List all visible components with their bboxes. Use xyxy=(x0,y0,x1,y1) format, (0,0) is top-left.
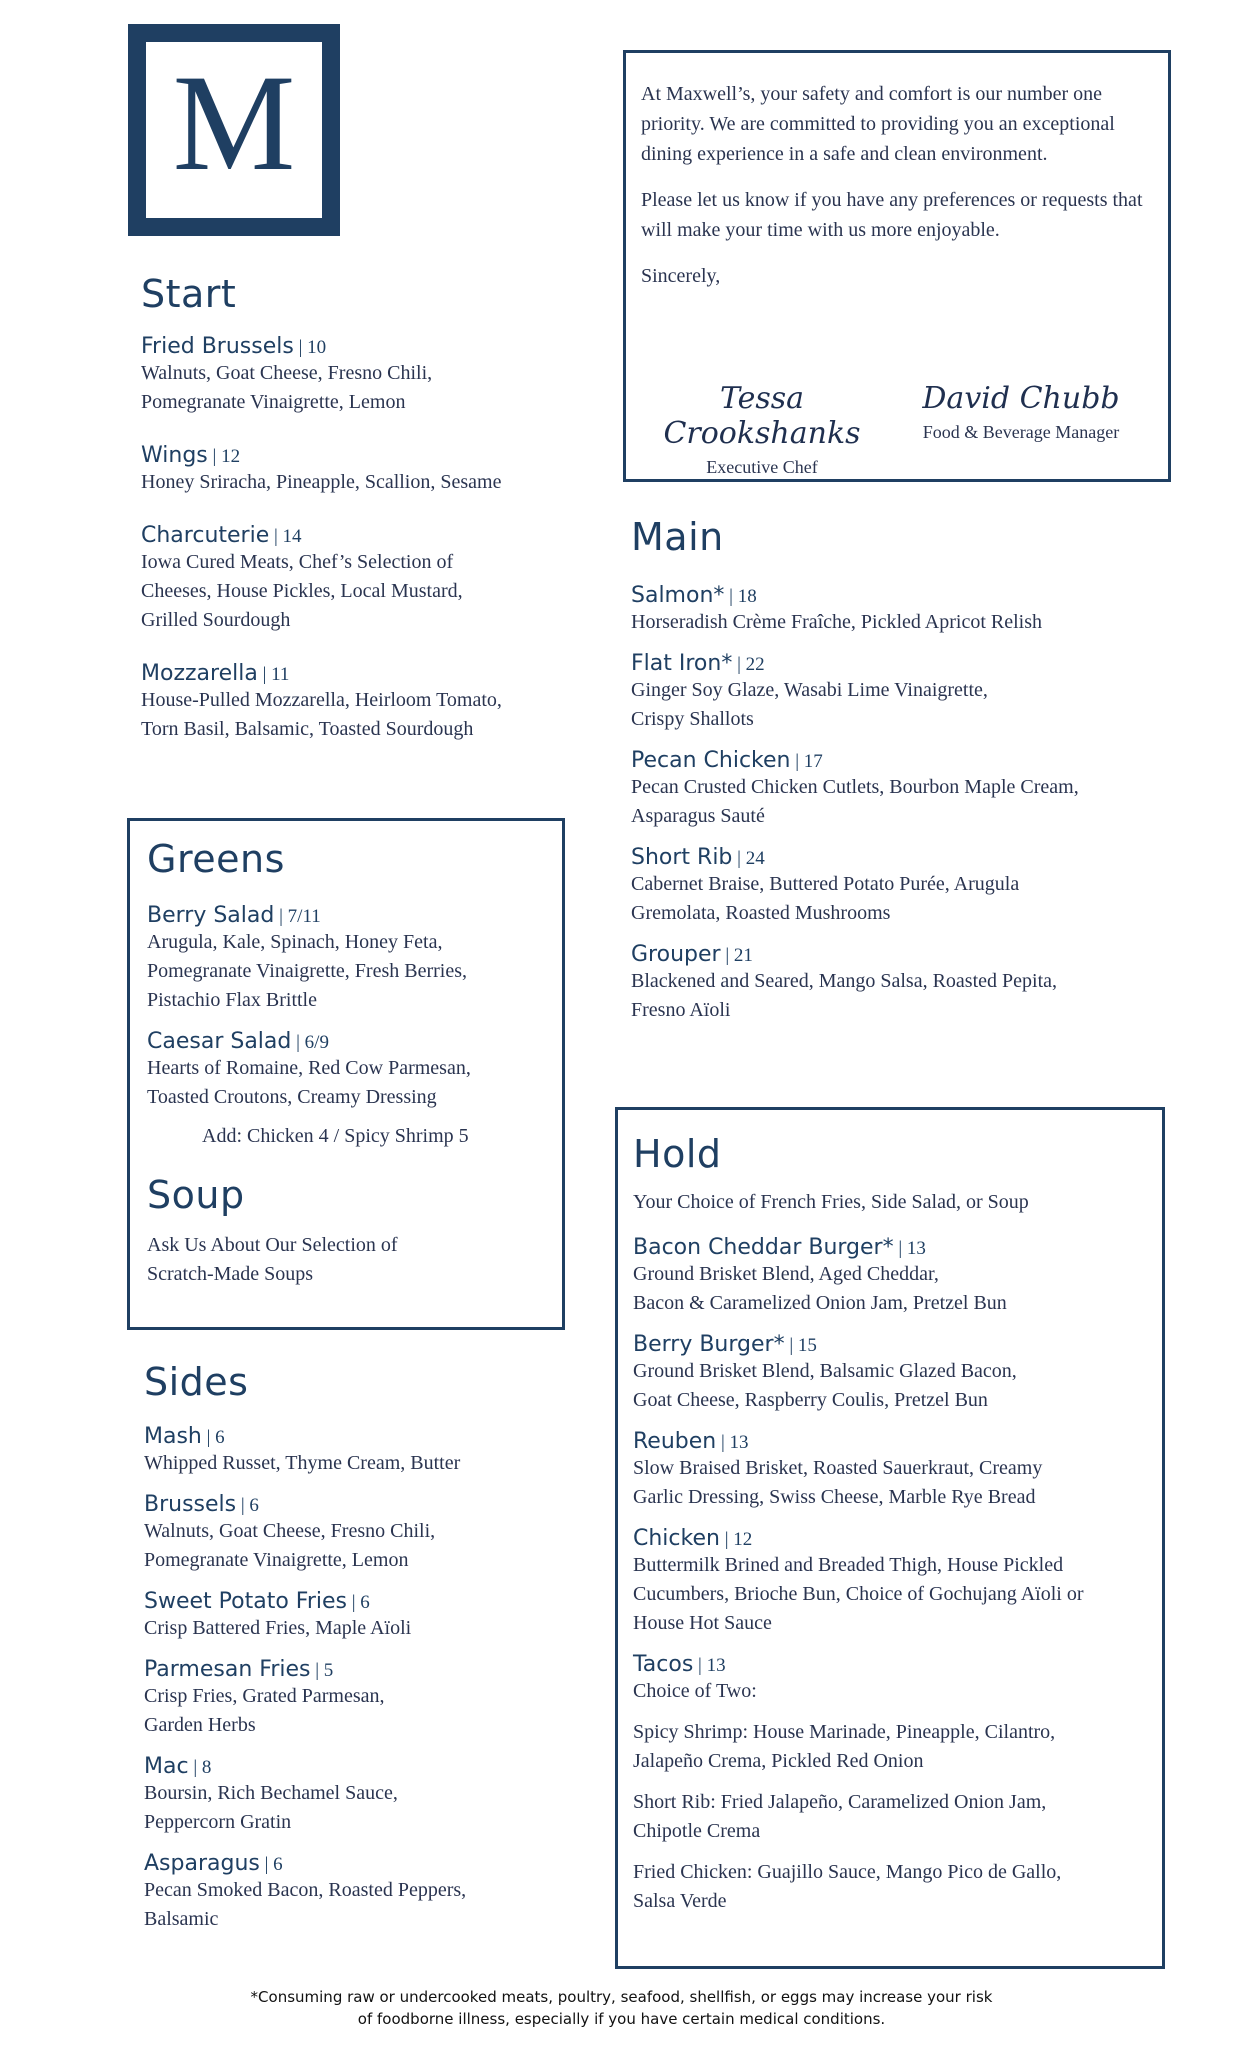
section-title-hold: Hold xyxy=(633,1132,722,1176)
sides-section xyxy=(144,1360,584,1934)
item-price: | 18 xyxy=(724,586,757,607)
item-description: Blackened and Seared, Mango Salsa, Roasted Pepita, Fresno Aïoli xyxy=(631,970,1057,1021)
item-name: Tacos xyxy=(633,1652,694,1677)
role-chef: Executive Chef xyxy=(706,457,818,477)
item-price: | 24 xyxy=(732,848,765,869)
section-title-main: Main xyxy=(631,515,724,559)
item-description: Walnuts, Goat Cheese, Fresno Chili, Pomegranate Vinaigrette, Lemon xyxy=(141,362,433,413)
item-description: Hearts of Romaine, Red Cow Parmesan, Toasted Croutons, Creamy Dressing xyxy=(147,1057,471,1108)
menu-item xyxy=(631,845,1191,928)
hold-box xyxy=(615,1107,1165,1969)
item-description: Ground Brisket Blend, Balsamic Glazed Bacon, Goat Cheese, Raspberry Coulis, Pretzel Bun xyxy=(633,1360,1017,1411)
menu-item xyxy=(144,1589,584,1643)
item-name: Sweet Potato Fries xyxy=(144,1589,347,1614)
menu-item xyxy=(144,1424,584,1478)
taco-option: Spicy Shrimp: House Marinade, Pineapple, Cilantro, Jalapeño Crema, Pickled Red Onion xyxy=(633,1721,1056,1772)
item-name: Berry Burger* xyxy=(633,1332,785,1357)
role-manager: Food & Beverage Manager xyxy=(922,422,1120,442)
item-price: | 15 xyxy=(784,1335,817,1356)
logo-frame xyxy=(142,38,326,222)
item-name: Short Rib xyxy=(631,845,733,870)
main-section xyxy=(631,515,1191,1025)
item-name: Pecan Chicken xyxy=(631,748,791,773)
signature-chef: Tessa Crookshanks xyxy=(663,381,861,451)
menu-item xyxy=(144,1492,584,1575)
menu-item xyxy=(631,651,1191,734)
item-description: Pecan Crusted Chicken Cutlets, Bourbon Maple Cream, Asparagus Sauté xyxy=(631,776,1079,827)
menu-item xyxy=(147,1029,562,1112)
menu-item-tacos xyxy=(633,1652,1162,1916)
item-description: Crisp Battered Fries, Maple Aïoli xyxy=(144,1617,412,1639)
item-name: Berry Salad xyxy=(147,903,275,928)
item-description: Boursin, Rich Bechamel Sauce, Peppercorn Gratin xyxy=(144,1782,398,1833)
item-description: Ground Brisket Blend, Aged Cheddar, Bacon & Caramelized Onion Jam, Pretzel Bun xyxy=(633,1263,1007,1314)
item-price: | 11 xyxy=(257,664,290,685)
greens-soup-box xyxy=(127,818,565,1330)
menu-item xyxy=(633,1235,1162,1318)
item-description: House-Pulled Mozzarella, Heirloom Tomato, Torn Basil, Balsamic, Toasted Sourdough xyxy=(141,689,502,740)
item-price: | 12 xyxy=(719,1529,753,1550)
item-description: Crisp Fries, Grated Parmesan, Garden Herbs xyxy=(144,1685,385,1736)
item-name: Asparagus xyxy=(144,1851,260,1876)
item-price: | 8 xyxy=(188,1757,212,1778)
item-description: Walnuts, Goat Cheese, Fresno Chili, Pomegranate Vinaigrette, Lemon xyxy=(144,1520,436,1571)
section-title-sides: Sides xyxy=(144,1360,249,1404)
tacos-choice: Choice of Two: xyxy=(633,1680,757,1702)
item-price: | 6 xyxy=(259,1854,283,1875)
section-title-start: Start xyxy=(141,272,237,316)
menu-item xyxy=(141,443,581,497)
item-price: | 13 xyxy=(693,1655,726,1676)
letter-closing: Sincerely, xyxy=(641,265,721,287)
item-name: Mash xyxy=(144,1424,202,1449)
menu-item xyxy=(631,748,1191,831)
item-price: | 21 xyxy=(720,945,753,966)
start-section xyxy=(141,272,581,744)
section-title-soup: Soup xyxy=(147,1173,245,1217)
hold-subtitle: Your Choice of French Fries, Side Salad, or Soup xyxy=(633,1191,1029,1213)
item-name: Brussels xyxy=(144,1492,237,1517)
taco-option: Fried Chicken: Guajillo Sauce, Mango Pico de Gallo, Salsa Verde xyxy=(633,1861,1062,1912)
item-price: | 6/9 xyxy=(291,1032,329,1053)
item-name: Fried Brussels xyxy=(141,334,294,359)
item-name: Caesar Salad xyxy=(147,1029,292,1054)
soup-description: Ask Us About Our Selection of Scratch-Made Soups xyxy=(147,1234,398,1285)
section-title-greens: Greens xyxy=(147,837,285,881)
menu-item xyxy=(141,661,581,744)
welcome-letter xyxy=(623,50,1171,482)
menu-item xyxy=(147,903,562,1015)
item-price: | 22 xyxy=(732,654,765,675)
menu-item xyxy=(141,523,581,635)
item-name: Salmon* xyxy=(631,583,725,608)
item-name: Mac xyxy=(144,1754,189,1779)
item-name: Chicken xyxy=(633,1526,720,1551)
letter-paragraph-2: Please let us know if you have any preferences or requests that will make your time with us more enjoyable. xyxy=(641,189,1143,241)
logo-letter: M xyxy=(172,46,296,199)
item-name: Parmesan Fries xyxy=(144,1657,311,1682)
item-price: | 6 xyxy=(346,1592,370,1613)
menu-item xyxy=(144,1657,584,1740)
item-description: Cabernet Braise, Buttered Potato Purée, Arugula Gremolata, Roasted Mushrooms xyxy=(631,873,1020,924)
item-price: | 13 xyxy=(716,1432,749,1453)
menu-item xyxy=(141,334,581,417)
menu-item xyxy=(633,1332,1162,1415)
item-name: Reuben xyxy=(633,1429,717,1454)
item-description: Honey Sriracha, Pineapple, Scallion, Sesame xyxy=(141,471,502,493)
taco-option: Short Rib: Fried Jalapeño, Caramelized Onion Jam, Chipotle Crema xyxy=(633,1791,1047,1842)
menu-item xyxy=(631,942,1191,1025)
item-price: | 6 xyxy=(236,1495,259,1516)
item-description: Arugula, Kale, Spinach, Honey Feta, Pomegranate Vinaigrette, Fresh Berries, Pistachio Flax Brittle xyxy=(147,931,467,1011)
logo xyxy=(128,24,340,236)
item-price: | 6 xyxy=(201,1427,225,1448)
item-price: | 12 xyxy=(207,446,241,467)
menu-item xyxy=(144,1851,584,1934)
signature-manager: David Chubb xyxy=(922,381,1120,416)
item-price: | 10 xyxy=(293,337,327,358)
signature-block-manager xyxy=(896,381,1146,443)
item-price: | 5 xyxy=(310,1660,334,1681)
item-description: Slow Braised Brisket, Roasted Sauerkraut, Creamy Garlic Dressing, Swiss Cheese, Marble Rye Bread xyxy=(633,1457,1043,1508)
item-description: Whipped Russet, Thyme Cream, Butter xyxy=(144,1452,461,1474)
item-description: Horseradish Crème Fraîche, Pickled Apricot Relish xyxy=(631,611,1043,633)
item-name: Wings xyxy=(141,443,208,468)
item-price: | 13 xyxy=(893,1238,926,1259)
item-name: Flat Iron* xyxy=(631,651,733,676)
item-price: | 14 xyxy=(269,526,302,547)
item-description: Pecan Smoked Bacon, Roasted Peppers, Balsamic xyxy=(144,1879,467,1930)
item-description: Ginger Soy Glaze, Wasabi Lime Vinaigrette, Crispy Shallots xyxy=(631,679,988,730)
item-price: | 17 xyxy=(790,751,823,772)
footnote: *Consuming raw or undercooked meats, poultry, seafood, shellfish, or eggs may increase your risk of foodborne illness, especially if you have certain medical conditions. xyxy=(250,1988,993,2028)
item-name: Mozzarella xyxy=(141,661,258,686)
menu-item xyxy=(144,1754,584,1837)
add-ons: Add: Chicken 4 / Spicy Shrimp 5 xyxy=(202,1125,469,1147)
menu-item xyxy=(633,1429,1162,1512)
item-description: Buttermilk Brined and Breaded Thigh, House Pickled Cucumbers, Brioche Bun, Choice of Gochujang Aïoli or House Hot Sauce xyxy=(633,1554,1084,1634)
item-price: | 7/11 xyxy=(274,906,321,927)
item-description: Iowa Cured Meats, Chef’s Selection of Cheeses, House Pickles, Local Mustard, Grilled Sourdough xyxy=(141,551,463,631)
item-name: Bacon Cheddar Burger* xyxy=(633,1235,894,1260)
menu-item xyxy=(631,583,1191,637)
letter-paragraph-1: At Maxwell’s, your safety and comfort is our number one priority. We are committed to providing you an exceptional dining experience in a safe and clean environment. xyxy=(641,83,1115,165)
item-name: Grouper xyxy=(631,942,721,967)
menu-item xyxy=(633,1526,1162,1638)
signature-block-chef xyxy=(642,381,882,478)
item-name: Charcuterie xyxy=(141,523,270,548)
